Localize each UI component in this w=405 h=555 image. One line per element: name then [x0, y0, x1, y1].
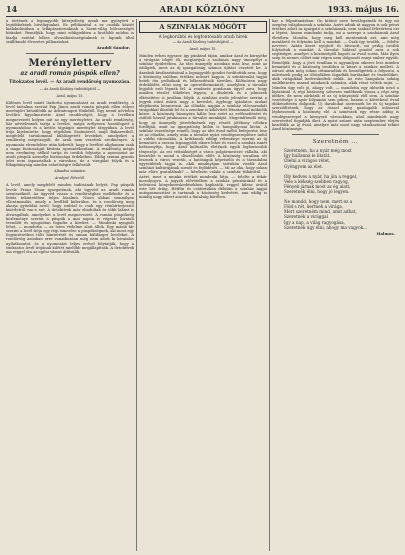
dateline: Arad, május 15.: [189, 47, 217, 51]
poem-line: Föld s rét, kertnek a virága,: [284, 204, 344, 210]
poem-line: Így hullanná le illatát,: [284, 153, 331, 159]
byline: — Az Aradi Közlöny tudósítójától —: [172, 40, 234, 44]
credit-line: Altaadva számára:: [54, 169, 86, 174]
poem-line: Vele a kékség szebben ragyog,: [284, 178, 350, 184]
section-title: A SZINFALAK MÖGÖTT: [139, 21, 267, 33]
article-body: Különös levél miatt lázította nyomozásást az aradi rendőrség. A levél tartalma szerint Pap János aradi román püspök ellen súlyos merénylet készülődik az Adriatengeri főnkőtől. Egy nemű névtelen levélíró figyelmeztette Arad rendőrségét, hogy a levélben megnevezett helyen mit az egy merényletet. Az aradi rendőrség, bár névtelennek tartja a levelet, mégis erélyesen hozzáfogott a nyomozáshoz és a kettős tágságos merénylet tárgyában. A levél írója kijelentette, hogy régebben Szatmárról, majd Bukarestből, megfelelő tartalommal küldözgetett leveleket, amelyeket a rendőrség megvizsgált, de azok nem vezettek eredményre. A nyomozás elrendelése után kiderült, hogy a levélíró alighanem csak a maga fontosságát kívánta nyomatékosítani. A rendőrség mégis nem eredmény nélkül tartja és tovább folytatja a nyomozást az aradi püspök személyi biztonsága érdekében. Eddig semmi gyanús jelet nem tapasztaltak a városban, de a vizsgálat folyik és a főkapitányság minden eshetőségre felkészült.: [6, 100, 134, 168]
article-signature: Araddi Sándor.: [96, 44, 130, 50]
article-intro: a történek a legnagyobb kiterjedtség azzak ma gyönyörű a legtöbbeknek hitvilágunkat. Ez példázattal a ez csodák között kialakulásában a lelkipásztorunknak a Szent-világ bölcsességét hitünket. Reméljük, hogy mint eddigiekben a kiválóbb módon is kiadja ezúttal lelkes olvasóközönségünknek is lapunk által szállítandó élvezetes pillanatokat.: [6, 19, 134, 44]
poem-line: Így a nap, a világ ragyogása,: [284, 219, 345, 225]
credit-name: Aradyné Pétertől.: [54, 176, 86, 181]
header-rule: [6, 16, 399, 17]
poem-divider: [292, 134, 379, 135]
poem-line: Ne mondd, hogy nem, mert ez a: [284, 199, 353, 205]
poem-line: Szeretném, ha a nyár még most: [284, 148, 352, 154]
column-right: [272, 19, 399, 551]
poem-line: Szeretnék a virággal: [284, 214, 328, 220]
column-left: [6, 19, 134, 551]
article-body: Minden évben egyszer, így pünkösd táján, amikor Arad és környéke a virágzás idejét éli, megtartjuk a szokásos nagy ünnepélyt a színház épületében. Az idei ünnepély azonban más lesz, mint az eddigiek, mert az új igazgatóság számos újítást vezetett be. A darabok kiválasztásánál a legnagyobb gondot fordították arra, hogy a közönség valóban értékes műsort kapjon. A színtársulat tagjai hetek óta próbálnak és lelkesedésük töretlen. Különösen nagy érdeklődés előzi meg az operettbemutatót, amelyben a társulat legjobb erői lépnek fel. A rendezés gondosan ügyel arra, hogy minden részlet tökéletes legyen, a díszletek és a jelmezek elkészítése is javában folyik. A szinházi iroda jelentése szerint a jegyek iránt máris nagy a kereslet, úgyhogy ajánlatos azokat idejekorán beszerezni. Az előadás napján a szinház előcsarnokát virágokkal díszítik fel és a zenekar is kibővített létszámmal működik közre. A közönség bizonyára hálás lesz ezért az erőfeszítésért és zsúfolt házzal jutalmazza a társulat munkáját. Megemlítendő még, hogy az ünnepély jövedelmének egy részét jótékony célokra fordítják, amit az igazgatóság külön is hangsúlyozni kíván. A színház vezetősége reméli, hogy az idei évad méltó befejezése lesz ez az előadás, amely után a társulat nyári vendégszereplésre indul a vidéki városokba. A kritikusok eddigi véleménye szerint az új bemutató a szezon legnagyobb sikere lehet és ezzel a szinház ismét bebizonyítja, hogy Arad kulturális életének egyik legfontosabb tényezője. Az est védnökségét a város polgármestere vállalta, aki beszédet is mond a díszelőadás előtt. A közönség soraiban ott lesznek a város vezetői, a hatóságok képviselői és a társadalmi egyesületek tagjai is, akik mindnyájan szívükön viselik Arad szinházi kultúrájának sorsát és fejlődését. — Mi az oka, hogy sokan már előre gratulálnak? — kérdezte valaki a szinház titkárától. — Azért, mert a munka értékét mindenki látja, — felelte a titkár mosolyogva. A jegyek elővételben a szinház pénztáránál és a belvárosi könyvkereskedésekben kaphatók, reggel kilenc órától este hét óráig. Hétfőn és csütörtökön délután a szinház tagjai autogramosztást is tartanak a közönség kedvéért, ami eddig is mindig nagy sikert aratott a fiatalság körében.: [139, 54, 267, 200]
masthead: ARADI KÖZLÖNY: [159, 4, 246, 14]
poem-title: Szeretném ...: [312, 139, 359, 146]
byline: — Az Aradi Közlöny tudósítójától —: [39, 86, 101, 91]
section-subtitle: A legkorábbi és legfontosabb aradi hírek: [158, 35, 248, 40]
column-divider: [269, 19, 270, 551]
subheadline: Titokzatos levél. — Az aradi rendőrség nyomozása.: [9, 79, 131, 85]
page-number: 14: [6, 4, 18, 14]
headline-subtitle: az aradi román püspök ellen?: [20, 69, 120, 77]
issue-date: 1933. május 16.: [327, 4, 399, 14]
poem-line: Mert szeretném mind, amit adhat,: [284, 209, 357, 215]
poem-line: Szeretnék úgy élni, ahogy ma vagyok...: [284, 224, 368, 230]
poem-line: Ölelni a virágos rétet,: [284, 158, 331, 164]
article-body: kar a fölpattanásban: Ön kitűnő neve beválogatnák és úgy mi szegény tulajdonosok a színház. Azért adtuk át nagyon is sok pénzt értékes adott az igazgató a színháznak, nem szabad félreérteni ezt a lépést, hiszen mindenki tudja, mi a szerepe a szinháznak Arad életében. Mondta, hogy meg kell mentenünk azt, ami még menthető és folytatni kell a munkát. — Csak így tovább, — felelte nevetve. Aztán kezet nyújtott és távozott, mi pedig tovább folytattuk a munkát. A társulat hálával gondol arra a sok segítségre, amelyet a közönségtől kapott az évad során. Más ilyen szép és nemes célért már régen nem dolgozott ennyi ember együtt. Reméljük, hogy a jövő évadban is ugyanilyen sikeres lesz minden bemutató és a közönség továbbra is kitart a szinház mellett. A zárszó után még sokan ottmaradtak és beszélgettek a folyosón, a művészek pedig az öltözőkben fogadták barátaikat és tisztelőiket, akik virágokkal kedveskedtek nekik. Az este hangulata sokáig emlékezetes marad mindazok számára, akik részt vettek rajta. — Minden úgy volt jó, ahogy volt, — mondotta egy idősebb néző a kijáratnál. A régi közönség szívesen emlékezik vissza a régi szép időkre, de nem zárkózik el az új irányzatok elől sem. A szinház vezetősége a nyár folyamán sem pihen, hanem a következő évad előkészítésén dolgozik. Új darabokat szereznek be és új tagokat szerződtetnek, hogy az ősszel még gazdagabb műsorral léphessenek a közönség elé. A szinészek egy része addig is vendégszerepel a környező városokban, ahol mindenütt nagy szeretettel fogadják őket. A nyári szünet után szeptember elején kezdődik az új évad, amelyre már most nagy várakozással tekint Arad közönsége.: [272, 19, 399, 132]
poem-line: Fények járnak most az ég alatt,: [284, 183, 351, 189]
headline: Merényletterv: [28, 57, 112, 69]
poem-line: Oly kedves a nyár, ha jön a reggel,: [284, 173, 358, 179]
column-divider: [136, 19, 137, 551]
poem-signature: Halmos.: [376, 230, 395, 236]
poem-line: Gyöngyem az élet.: [284, 163, 324, 169]
article-divider: [26, 53, 114, 54]
column-middle: [139, 19, 267, 551]
poem-body: [284, 148, 399, 230]
poem-line: Szeretnék élni, hogy jó legyen.: [284, 188, 350, 194]
article-body-continued: A levél, amely megfelelt minden tudósának helyét, Pap püspök levele Pranz Vinar igazgatónak, aki ügyvéd az aradi román szentszéknél. Az ügyvéd vissza a rendőrséghez mellékelte és a leírás tekintetében teljes bizalmú. Nincs abban semmilyen ellentmondás, amely a levélből kiderülne, és a rendőrség meg akarja győződni arról, hogy ezúttal is csak egy rémhírterjesztő kísérletről van-e szó. A detektívek már elindultak és több lakást is átvizsgáltak, amelyeket a levél megnevezett. A román püspökség közleménye szerint a püspök a mai napon is végezte hivatali teendőit és nyugodtan fogadta a híreket. — Mindenki nyugodt lehet, — mondotta — az Isten védelme alatt állok. Egy másik hír szerint a levél írója egy régi ismerőse a püspökségnek, aki most egy fegyintézetben tölti büntetését és onnan küldözget leveleket. A rendőrség azonban erre vonatkozóan még nem adott ki hivatalos nyilatkozatot, és a nyomozást teljes erővel folytatják, hogy a titokzatos levél írójának kilétét mielőbb megállapítsák. A detektívek ma reggel óta az egész várost átfésülik.: [6, 183, 134, 254]
page-header: [6, 4, 399, 16]
dateline: Arad, május 15.: [56, 93, 84, 98]
